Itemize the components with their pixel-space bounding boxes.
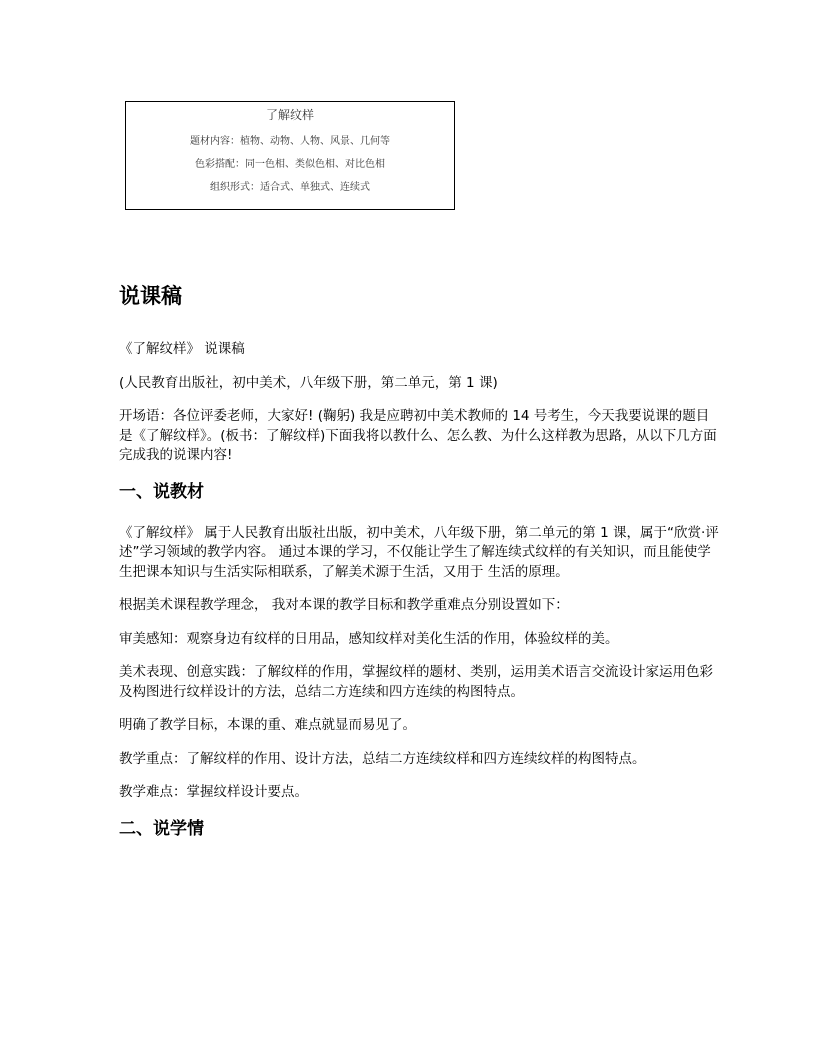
opening-paragraph: 开场语：各位评委老师，大家好! (鞠躬) 我是应聘初中美术教师的 14 号考生，今天我要说课的题目是《了解纹样》。(板书：了解纹样)下面我将以教什么、怎么教、为什么这样教为思路，从以下几方面完成我的说课内容! (119, 408, 717, 463)
section-heading-textbook: 一、说教材 (119, 481, 204, 502)
board-line-subject: 题材内容：植物、动物、人物、风景、几何等 (190, 136, 390, 147)
paragraph-aesthetic: 审美感知：观察身边有纹样的日用品，感知纹样对美化生活的作用，体验纹样的美。 (119, 630, 619, 647)
lesson-source: (人民教育出版社，初中美术，八年级下册，第二单元，第 1 课) (119, 374, 498, 391)
board-title: 了解纹样 (265, 108, 314, 122)
board-line-color: 色彩搭配：同一色相、类似色相、对比色相 (195, 159, 385, 170)
paragraph-difficulty: 教学难点：掌握纹样设计要点。 (119, 784, 308, 800)
paragraph-textbook: 《了解纹样》 属于人民教育出版社出版，初中美术，八年级下册，第二单元的第 1 课，属于“欣赏·评述”学习领域的教学内容。 通过本课的学习，不仅能让学生了解连续式纹样的有关知识，而且能使学生把课本知识与生活实际相联系，了解美术源于生活，又用于 生活的原理。 (119, 524, 719, 580)
paragraph-transition: 明确了教学目标，本课的重、难点就显而易见了。 (119, 717, 416, 733)
section-heading-students: 二、说学情 (119, 818, 204, 839)
document-title: 说课稿 (119, 284, 182, 308)
document-body (119, 278, 719, 861)
board-line-layout: 组织形式：适合式、单独式、连续式 (210, 182, 370, 193)
lesson-heading: 《了解纹样》 说课稿 (119, 341, 245, 357)
paragraph-objectives-intro: 根据美术课程教学理念， 我对本课的教学目标和教学重难点分别设置如下： (119, 597, 569, 613)
paragraph-key-points: 教学重点：了解纹样的作用、设计方法，总结二方连续纹样和四方连续纹样的构图特点。 (119, 750, 646, 767)
blackboard-diagram (125, 101, 455, 210)
paragraph-practice: 美术表现、创意实践：了解纹样的作用，掌握纹样的题材、类别，运用美术语言交流设计家运用色彩及构图进行纹样设计的方法，总结二方连续和四方连续的构图特点。 (119, 664, 713, 700)
